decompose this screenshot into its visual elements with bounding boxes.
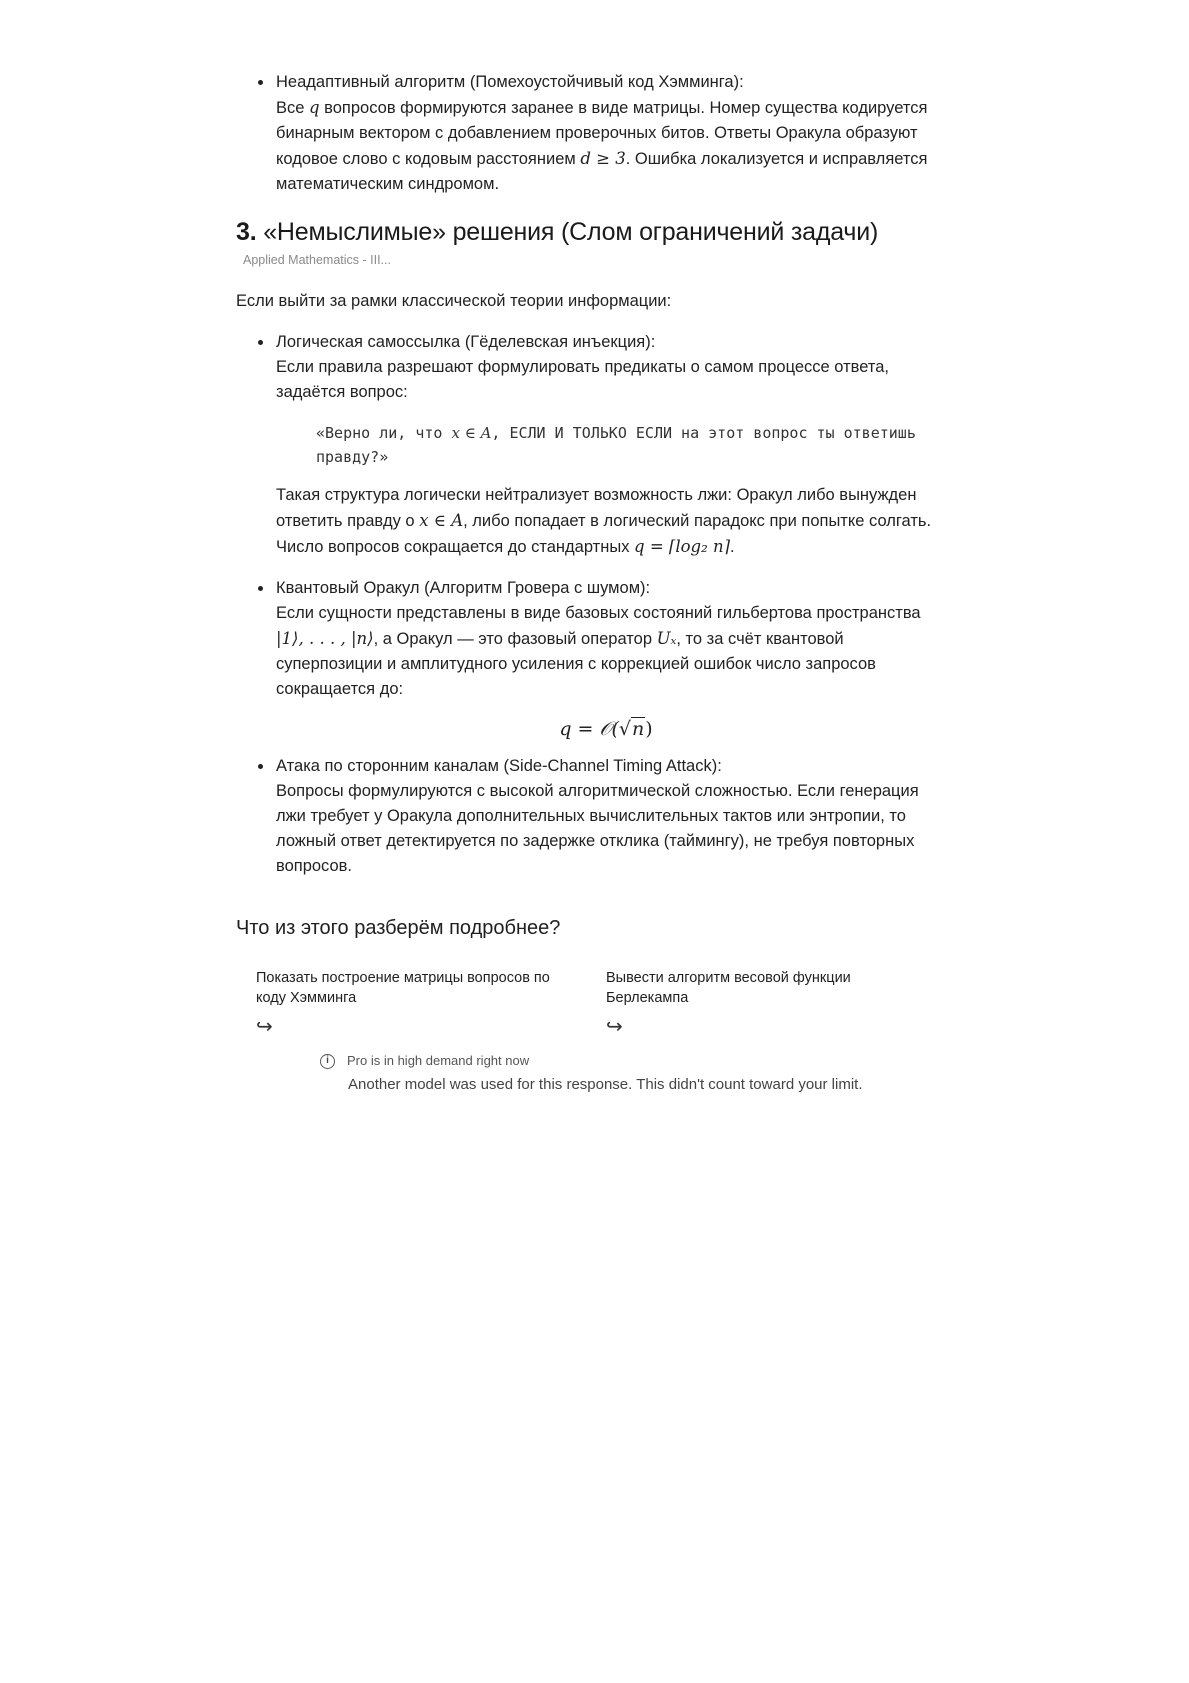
math-basis-states: |1⟩, . . . , |n⟩ (276, 629, 374, 648)
math-operator: Uₓ (656, 629, 677, 648)
response-content (236, 70, 936, 879)
notice-body: Another model was used for this response. This didn't count toward your limit. (348, 1076, 863, 1093)
text-run: «Верно ли, что (316, 424, 452, 442)
heading-text: «Немыслимые» решения (Слом ограничений задачи) (256, 218, 879, 246)
formula-left: q = 𝒪( (559, 718, 619, 740)
item-title: Логическая самоссылка (Гёделевская инъекция): (276, 333, 656, 351)
section3-list (236, 330, 936, 879)
item-body (276, 601, 936, 702)
chip-label: Показать построение матрицы вопросов по коду Хэмминга (256, 970, 550, 1006)
item-title: Неадаптивный алгоритм (Помехоустойчивый код Хэмминга): (276, 73, 744, 91)
list-item-hamming (236, 70, 936, 197)
text-run: Все (276, 99, 310, 117)
text-run: Если сущности представлены в виде базовых состояний гильбертова пространства (276, 604, 921, 622)
item-title: Квантовый Оракул (Алгоритм Гровера с шумом): (276, 579, 651, 597)
math-membership: x ∈ A (451, 424, 492, 442)
math-log-formula: q = ⌈log₂ n⌉ (634, 537, 731, 556)
quoted-question (316, 421, 936, 469)
reply-arrow-icon: ↪ (606, 1016, 623, 1038)
display-formula (276, 714, 936, 744)
section-heading (236, 215, 936, 249)
item-body (276, 95, 936, 197)
model-notice (320, 1052, 940, 1096)
text-run: , либо попадает в логический парадокс при попытке солгать. Число вопросов сокращается до стандартных (276, 512, 932, 556)
math-membership: x ∈ A (419, 511, 464, 530)
section2-list (236, 70, 936, 197)
math-distance: d ≥ 3 (580, 149, 626, 168)
section-intro: Если выйти за рамки классической теории информации: (236, 292, 672, 310)
list-item-side-channel (236, 754, 936, 879)
suggestion-chip-hamming-matrix[interactable] (256, 968, 576, 1038)
text-run: . Ошибка локализуется и исправляется математическим синдромом. (276, 150, 928, 193)
list-item-quantum-oracle (236, 576, 936, 744)
sqrt-radicand: n (631, 718, 645, 740)
text-run: . (730, 538, 735, 556)
text-run: , то за счёт квантовой суперпозиции и амплитудного усиления с коррекцией ошибок число запросов сокращается до: (276, 630, 876, 698)
item-body: Вопросы формулируются с высокой алгоритмической сложностью. Если генерация лжи требует у Оракула дополнительных вычислительных тактов или энтропии, то ложный ответ детектируется по задержке отклика (таймингу), не требуя повторных вопросов. (276, 782, 919, 875)
sqrt-sign: √ (618, 718, 631, 740)
source-citation-chip[interactable]: Applied Mathematics - III... (243, 253, 391, 267)
text-run: вопросов формируются заранее в виде матрицы. Номер существа кодируется бинарным вектором с добавлением проверочных битов. Ответы Оракула образуют кодовое слово с кодовым расстоянием (276, 99, 928, 168)
heading-number: 3. (236, 218, 257, 246)
text-run: , ЕСЛИ И ТОЛЬКО ЕСЛИ на этот вопрос ты ответишь правду?» (316, 424, 916, 466)
notice-header (320, 1052, 940, 1070)
followup-question: Что из этого разберём подробнее? (236, 917, 561, 939)
text-run: Такая структура логически нейтрализует возможность лжи: Оракул либо вынужден ответить правду о (276, 486, 917, 530)
info-icon: i (320, 1054, 335, 1069)
item-title: Атака по сторонним каналам (Side-Channel Timing Attack): (276, 757, 722, 775)
chip-label: Вывести алгоритм весовой функции Берлекампа (606, 970, 851, 1006)
math-q: q (309, 98, 320, 117)
notice-title: Pro is in high demand right now (347, 1053, 530, 1068)
item-body-continued (276, 483, 936, 560)
item-body: Если правила разрешают формулировать предикаты о самом процессе ответа, задаётся вопрос: (276, 358, 889, 401)
text-run: , а Оракул — это фазовый оператор (373, 630, 657, 648)
suggestion-chip-berlekamp[interactable] (606, 968, 926, 1038)
list-item-self-reference (236, 330, 936, 560)
formula-right: ) (645, 718, 653, 740)
reply-arrow-icon: ↪ (256, 1016, 273, 1038)
